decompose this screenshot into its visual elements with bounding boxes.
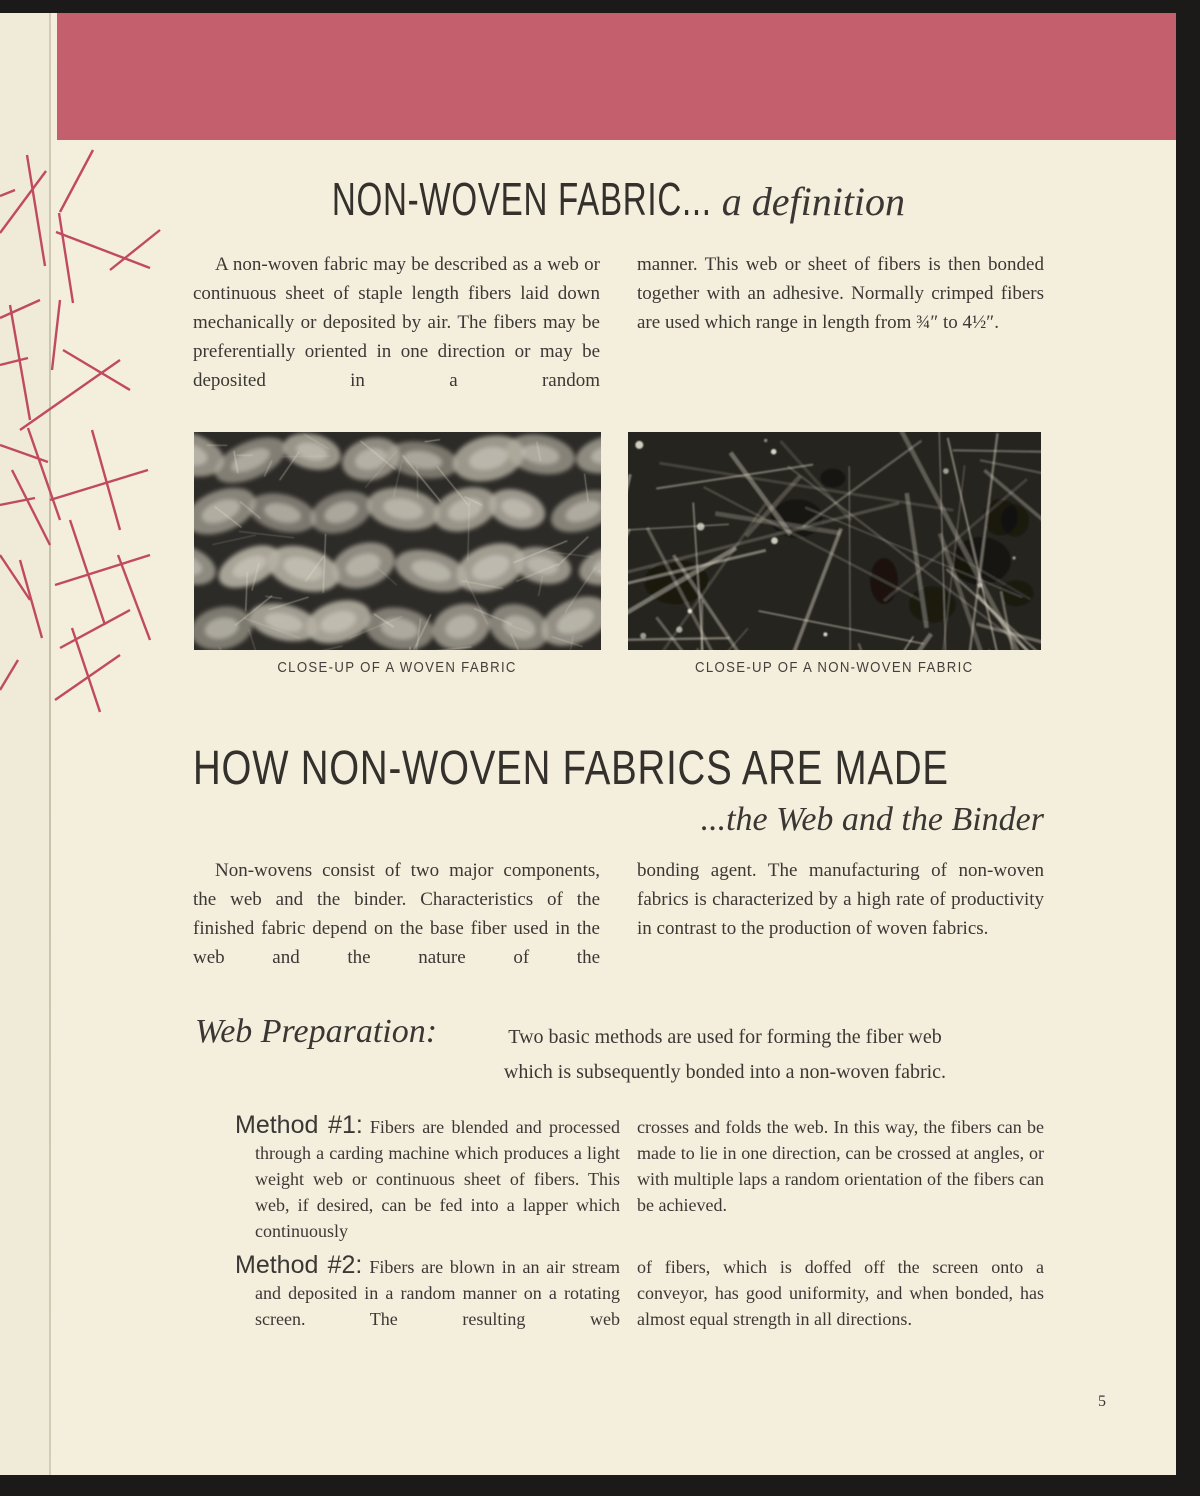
page-fold-line xyxy=(49,13,51,1475)
nonwoven-photo-caption xyxy=(628,659,1041,676)
web-preparation-line2: which is subsequently bonded into a non-woven fabric. xyxy=(503,1061,947,1083)
section2-title xyxy=(193,742,1044,796)
method1-column-right: crosses and folds the web. In this way, the fibers can be made to lie in one direction, can be crossed at angles, or with multiple laps a random orientation of the fibers can be achieved. xyxy=(637,1117,1044,1215)
section2-body xyxy=(193,856,1044,972)
method1-column-left xyxy=(235,1112,620,1244)
adjacent-page-edge xyxy=(0,13,49,1475)
woven-photo-caption-text: CLOSE-UP OF A WOVEN FABRIC xyxy=(277,659,518,676)
section1-column-left: A non-woven fabric may be described as a web or continuous sheet of staple length fibers laid down mechanically or deposited by air. The fibers may be preferentially oriented in one direction or may be deposited in a random xyxy=(193,254,600,391)
method2-column-right: of fibers, which is doffed off the screen onto a conveyor, has good uniformity, and when bonded, has almost equal strength in all directions. xyxy=(637,1257,1044,1329)
method2-text-left: Fibers are blown in an air stream and deposited in a random manner on a rotating screen. The resulting web xyxy=(255,1257,620,1329)
nonwoven-photo-caption-text: CLOSE-UP OF A NON-WOVEN FABRIC xyxy=(695,659,974,676)
method1-label: Method #1: xyxy=(235,1111,363,1139)
section2-subtitle: ...the Web and the Binder xyxy=(700,801,1044,838)
web-preparation-line1: Two basic methods are used for forming the fiber web xyxy=(508,1026,942,1048)
method2-label: Method #2: xyxy=(235,1251,363,1279)
section2-column-left: Non-wovens consist of two major components, the web and the binder. Characteristics of the finished fabric depend on the base fiber used in the web and the nature of the xyxy=(193,860,600,968)
method1-text-left: Fibers are blended and processed through a carding machine which produces a light weight web or continuous sheet of fibers. This web, if desired, can be fed into a lapper which continuously xyxy=(255,1117,620,1241)
woven-fabric-photo xyxy=(194,432,601,650)
nonwoven-fabric-photo xyxy=(628,432,1041,650)
page-number: 5 xyxy=(1098,1393,1106,1410)
section1-title xyxy=(193,173,1044,237)
section1-title-main: NON-WOVEN FABRIC... xyxy=(331,173,712,225)
method2-column-left xyxy=(235,1252,620,1332)
woven-photo-caption xyxy=(194,659,601,676)
title-band xyxy=(57,13,1176,140)
web-preparation-label: Web Preparation: xyxy=(195,1013,438,1050)
section2-column-right: bonding agent. The manufacturing of non-woven fabrics is characterized by a high rate of productivity in contrast to the production of woven fabrics. xyxy=(637,860,1044,939)
section1-column-right: manner. This web or sheet of fibers is then bonded together with an adhesive. Normally crimped fibers are used which range in length from ¾″ to 4½″. xyxy=(637,254,1044,333)
section1-title-italic: a definition xyxy=(721,179,906,224)
web-preparation-text xyxy=(470,1020,980,1090)
section1-body xyxy=(193,250,1044,395)
section2-title-main: HOW NON-WOVEN FABRICS ARE MADE xyxy=(193,742,949,795)
page xyxy=(0,13,1176,1475)
